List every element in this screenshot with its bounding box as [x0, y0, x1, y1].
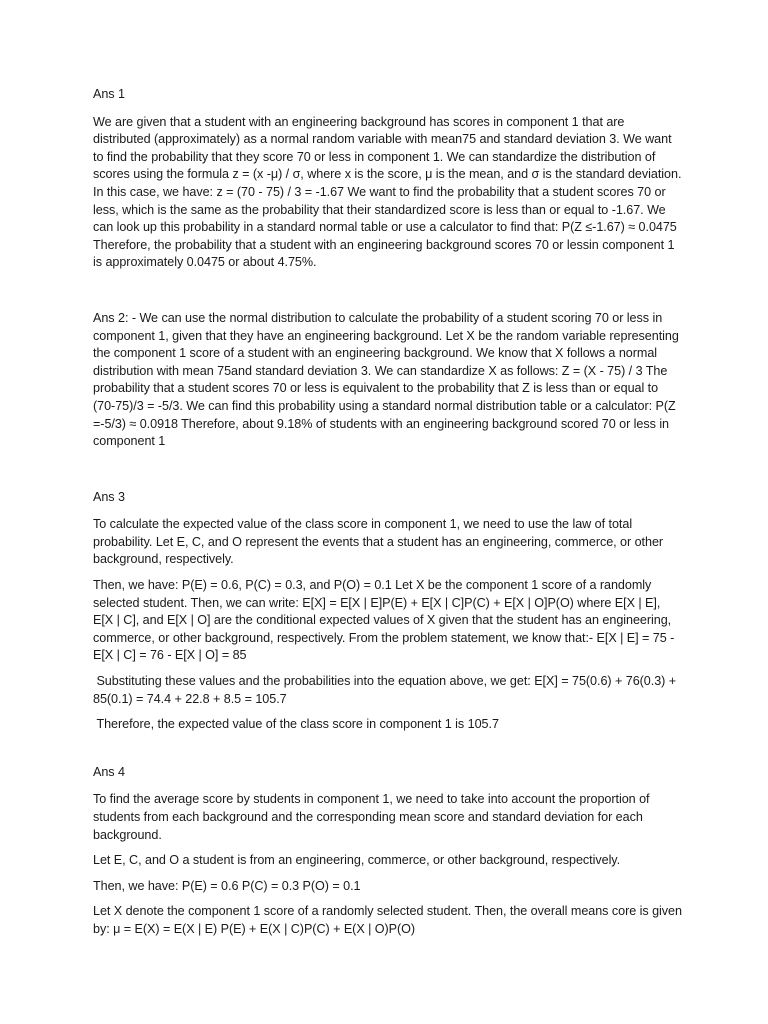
paragraph: Then, we have: P(E) = 0.6, P(C) = 0.3, and P(O) = 0.1 Let X be the component 1 score of a randomly selected student. Then, we can write: E[X] = E[X | E]P(E) + E[X | C]P(C) + E[X | O]P(O) where E[X | E], E[X | C], and E[X | O] are the conditional expected values of X given that the student has an engineering, commerce, or other background, respectively. From the problem statement, we know that:- E[X | E] = 75 - E[X | C] = 76 - E[X | O] = 85: [93, 578, 675, 663]
paragraph: Substituting these values and the probabilities into the equation above, we get: E[X] = 75(0.6) + 76(0.3) + 85(0.1) = 74.4 + 22.8 + 8.5 = 105.7: [93, 674, 680, 706]
paragraph: To find the average score by students in component 1, we need to take into account the proportion of students from each background and the corresponding mean score and standard deviation for each background.: [93, 792, 650, 842]
paragraph: Let E, C, and O a student is from an engineering, commerce, or other background, respectively.: [93, 853, 621, 868]
paragraph: Then, we have: P(E) = 0.6 P(C) = 0.3 P(O) = 0.1: [93, 878, 361, 893]
document-page: [93, 86, 683, 947]
paragraph: Let X denote the component 1 score of a randomly selected student. Then, the overall means core is given by: μ = E(X) = E(X | E) P(E) + E(X | C)P(C) + E(X | O)P(O): [93, 904, 682, 936]
section-ans-2: [93, 310, 683, 451]
section-heading: Ans 1: [93, 87, 125, 101]
section-ans-1: [93, 86, 683, 272]
section-ans-4: [93, 764, 683, 939]
section-heading: Ans 3: [93, 489, 125, 504]
paragraph: Ans 2: - We can use the normal distribution to calculate the probability of a student scoring 70 or less in component 1, given that they have an engineering background. Let X be the random variable representing the component 1 score of a student with an engineering background. We know that X follows a normal distribution with mean 75and standard deviation 3. We can standardize X as follows: Z = (X - 75) / 3 The probability that a student scores 70 or less is equivalent to the probability that Z is less than or equal to (70-75)/3 = -5/3. We can find this probability using a standard normal distribution table or a calculator: P(Z =-5/3) ≈ 0.0918 Therefore, about 9.18% of students with an engineering background scored 70 or less in component 1: [93, 310, 679, 449]
paragraph: To calculate the expected value of the class score in component 1, we need to use the law of total probability. Let E, C, and O represent the events that a student has an engineering, commerce, or other background, respectively.: [93, 517, 664, 567]
paragraph: Therefore, the expected value of the class score in component 1 is 105.7: [93, 717, 499, 732]
paragraph: We are given that a student with an engineering background has scores in component 1 that are distributed (approximately) as a normal random variable with mean75 and standard deviation 3. We want to find the probability that they score 70 or less in component 1. We can standardize the distribution of scores using the formula z = (x -μ) / σ, where x is the score, μ is the mean, and σ is the standard deviation. In this case, we have: z = (70 - 75) / 3 = -1.67 We want to find the probability that a student scores 70 or less, which is the same as the probability that their standardized score is less than or equal to -1.67. We can look up this probability in a standard normal table or use a calculator to find that: P(Z ≤-1.67) ≈ 0.0475 Therefore, the probability that a student with an engineering background scores 70 or lessin component 1 is approximately 0.0475 or about 4.75%.: [93, 114, 682, 270]
section-heading: Ans 4: [93, 764, 125, 779]
section-ans-3: [93, 489, 683, 734]
